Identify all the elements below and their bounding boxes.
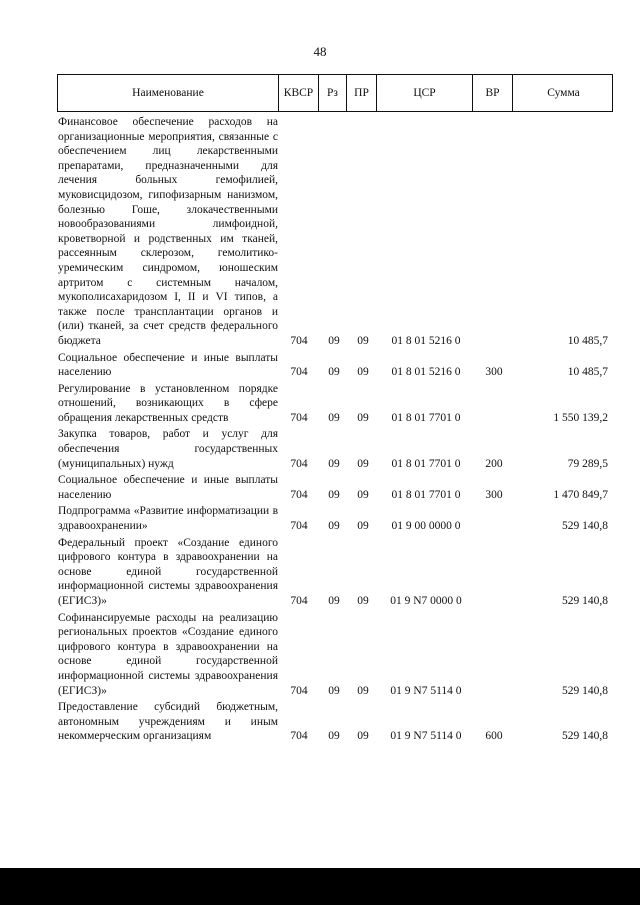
row-sum: 529 140,8	[562, 595, 608, 607]
row-name: Подпрограмма «Развитие информатизации в здравоохранении»	[58, 505, 278, 533]
table-row	[58, 427, 614, 471]
row-rz: 09	[328, 488, 340, 501]
row-kvsr: 704	[290, 595, 308, 607]
row-rz: 09	[328, 457, 340, 470]
scan-bottom-border	[0, 868, 640, 905]
row-name: Софинансируемые расходы на реализацию региональных проектов «Создание единого цифрового контура в здравоохранении на основе единой государственной информационной системы здравоохранения (ЕГИСЗ)»	[58, 611, 278, 697]
row-pr: 09	[357, 684, 369, 697]
row-csr: 01 8 01 7701 0	[391, 488, 461, 501]
table-row	[58, 700, 614, 744]
row-vr: 300	[485, 488, 503, 501]
header-kvsr: КВСР	[279, 75, 319, 111]
row-rz: 09	[328, 730, 340, 743]
row-pr: 09	[357, 366, 369, 379]
table-row	[58, 382, 614, 426]
row-sum: 1 550 139,2	[553, 411, 608, 424]
row-name: Регулирование в установленном порядке отношений, возникающих в сфере обращения лекарственных средств	[58, 382, 278, 424]
row-pr: 09	[357, 457, 369, 470]
row-pr: 09	[357, 334, 369, 347]
row-sum: 529 140,8	[562, 684, 608, 697]
row-name: Социальное обеспечение и иные выплаты населению	[58, 351, 278, 379]
row-rz: 09	[328, 366, 340, 379]
header-pr: ПР	[347, 75, 377, 111]
row-kvsr: 704	[290, 520, 308, 533]
header-name: Наименование	[58, 75, 279, 111]
row-pr: 09	[357, 595, 369, 607]
row-kvsr: 704	[290, 366, 308, 379]
row-rz: 09	[328, 684, 340, 697]
table-row	[58, 473, 614, 502]
table-row	[58, 536, 614, 609]
row-sum: 10 485,7	[567, 334, 608, 347]
row-csr: 01 9 00 0000 0	[391, 520, 461, 533]
row-kvsr: 704	[290, 488, 308, 501]
header-sum: Сумма	[547, 87, 580, 99]
row-name: Финансовое обеспечение расходов на организационные мероприятия, связанные с обеспечением лиц лекарственными препаратами, предназначенными для лечения больных гемофилией, муковисцидозом, гипофизарным нанизмом, болезнью Гоше, злокачественными новообразованиями лимфоидной, кроветворной и родственных им тканей, рассеянным склерозом, гемолитико-уремическим синдромом, юношеским артритом с системным началом, мукополисахаридозом I, II и VI типов, а также после трансплантации органов и (или) тканей, за счет средств федерального бюджета	[58, 116, 278, 347]
row-vr: 200	[485, 457, 503, 470]
row-name: Предоставление субсидий бюджетным, автономным учреждениям и иным некоммерческим организациям	[58, 701, 278, 743]
row-csr: 01 8 01 7701 0	[391, 457, 461, 470]
row-sum: 79 289,5	[567, 457, 608, 470]
row-rz: 09	[328, 411, 340, 424]
header-csr: ЦСР	[377, 75, 473, 111]
row-kvsr: 704	[290, 334, 308, 347]
row-csr: 01 8 01 5216 0	[391, 334, 461, 347]
row-name: Закупка товаров, работ и услуг для обеспечения государственных (муниципальных) нужд	[58, 428, 278, 470]
row-csr: 01 9 N7 0000 0	[390, 595, 462, 607]
row-kvsr: 704	[290, 684, 308, 697]
row-pr: 09	[357, 488, 369, 501]
row-sum: 1 470 849,7	[553, 488, 608, 501]
table-row	[58, 504, 614, 533]
row-pr: 09	[357, 520, 369, 533]
row-rz: 09	[328, 595, 340, 607]
row-name: Федеральный проект «Создание единого цифрового контура в здравоохранении на основе единой государственной информационной системы здравоохранения (ЕГИСЗ)»	[58, 536, 278, 607]
header-rz: Рз	[319, 75, 347, 111]
row-vr: 600	[485, 730, 503, 743]
row-rz: 09	[328, 520, 340, 533]
row-sum: 529 140,8	[562, 730, 608, 743]
row-kvsr: 704	[290, 730, 308, 743]
row-csr: 01 9 N7 5114 0	[390, 730, 462, 743]
table-row	[58, 351, 614, 380]
table-row	[58, 115, 614, 349]
table-header	[57, 74, 613, 112]
row-vr: 300	[485, 366, 503, 379]
row-kvsr: 704	[290, 457, 308, 470]
row-csr: 01 9 N7 5114 0	[390, 684, 462, 697]
row-pr: 09	[357, 730, 369, 743]
row-kvsr: 704	[290, 411, 308, 424]
table-row	[58, 611, 614, 699]
table-body	[58, 115, 614, 746]
row-sum: 10 485,7	[567, 366, 608, 379]
row-rz: 09	[328, 334, 340, 347]
page-number: 48	[313, 44, 327, 59]
row-name: Социальное обеспечение и иные выплаты населению	[58, 474, 278, 501]
row-sum: 529 140,8	[562, 520, 608, 533]
header-vr: ВР	[473, 75, 513, 111]
row-pr: 09	[357, 411, 369, 424]
row-csr: 01 8 01 5216 0	[391, 366, 461, 379]
row-csr: 01 8 01 7701 0	[391, 411, 461, 424]
